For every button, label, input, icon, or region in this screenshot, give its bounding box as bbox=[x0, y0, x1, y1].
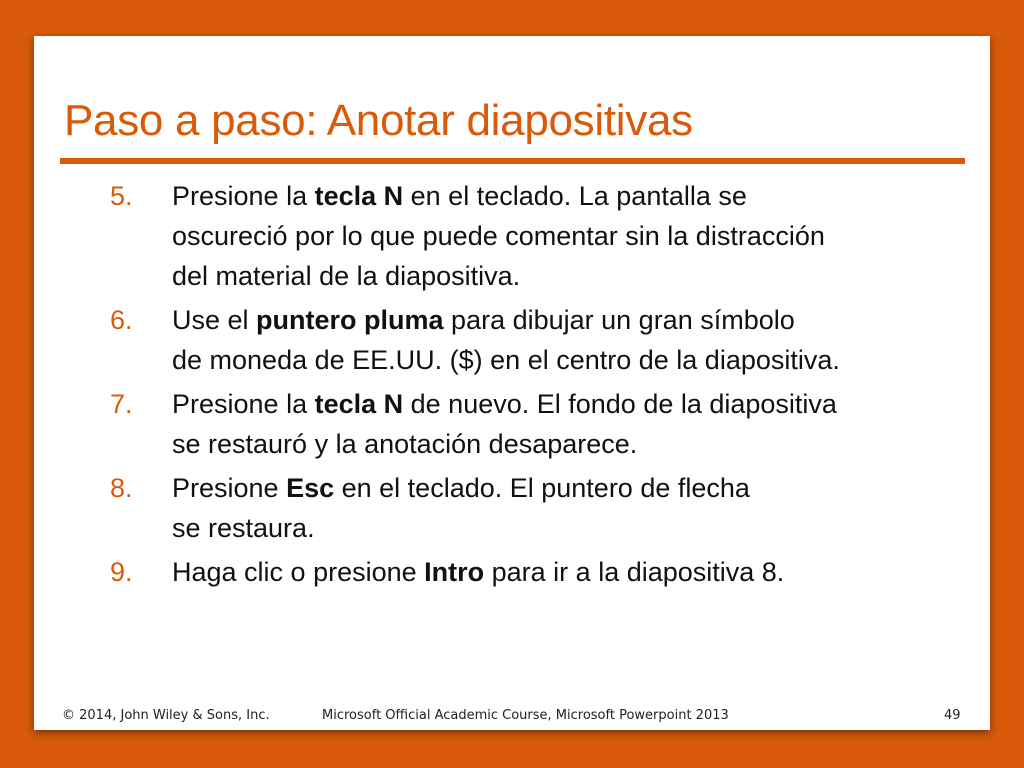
title-underline bbox=[60, 158, 965, 164]
step-text: en el teclado. La pantalla se bbox=[403, 181, 747, 211]
slide-number: 49 bbox=[944, 708, 961, 723]
step-item bbox=[104, 552, 964, 592]
step-text: Presione la bbox=[172, 389, 315, 419]
step-text: Presione la bbox=[172, 181, 315, 211]
step-keyword: puntero pluma bbox=[256, 305, 444, 335]
step-keyword: tecla N bbox=[314, 389, 404, 419]
step-keyword: tecla N bbox=[314, 181, 404, 211]
step-text: para dibujar un gran símbolo bbox=[443, 305, 795, 335]
step-keyword: Esc bbox=[286, 473, 335, 503]
step-number: 7. bbox=[110, 389, 133, 419]
step-item bbox=[104, 468, 964, 548]
step-text: Haga clic o presione bbox=[172, 557, 425, 587]
step-number: 8. bbox=[110, 473, 133, 503]
footer-copyright: © 2014, John Wiley & Sons, Inc. bbox=[62, 708, 270, 723]
step-text-line bbox=[172, 468, 964, 508]
step-text-line bbox=[172, 176, 964, 216]
step-text: se restaura. bbox=[172, 513, 315, 543]
step-text: Use el bbox=[172, 305, 257, 335]
step-text-line bbox=[172, 508, 964, 548]
step-text-line bbox=[172, 384, 964, 424]
steps-list bbox=[104, 176, 964, 596]
step-text: del material de la diapositiva. bbox=[172, 261, 521, 291]
step-item bbox=[104, 300, 964, 380]
slide-title: Paso a paso: Anotar diapositivas bbox=[64, 96, 693, 145]
slide bbox=[34, 36, 990, 730]
step-text-line bbox=[172, 340, 964, 380]
step-text: en el teclado. El puntero de flecha bbox=[334, 473, 750, 503]
step-text: para ir a la diapositiva 8. bbox=[484, 557, 785, 587]
step-item bbox=[104, 176, 964, 296]
step-text-line bbox=[172, 424, 964, 464]
step-text: Presione bbox=[172, 473, 287, 503]
step-number: 5. bbox=[110, 181, 133, 211]
step-text-line bbox=[172, 216, 964, 256]
step-keyword: Intro bbox=[424, 557, 485, 587]
step-text: oscureció por lo que puede comentar sin la distracción bbox=[172, 221, 825, 251]
step-number: 6. bbox=[110, 305, 133, 335]
step-item bbox=[104, 384, 964, 464]
step-text-line bbox=[172, 552, 964, 592]
slide-footer bbox=[34, 708, 990, 726]
step-text-line bbox=[172, 300, 964, 340]
step-text: de moneda de EE.UU. ($) en el centro de la diapositiva. bbox=[172, 345, 840, 375]
step-text: de nuevo. El fondo de la diapositiva bbox=[403, 389, 837, 419]
step-number: 9. bbox=[110, 557, 133, 587]
footer-course-title: Microsoft Official Academic Course, Microsoft Powerpoint 2013 bbox=[322, 708, 729, 723]
step-text: se restauró y la anotación desaparece. bbox=[172, 429, 638, 459]
step-text-line bbox=[172, 256, 964, 296]
